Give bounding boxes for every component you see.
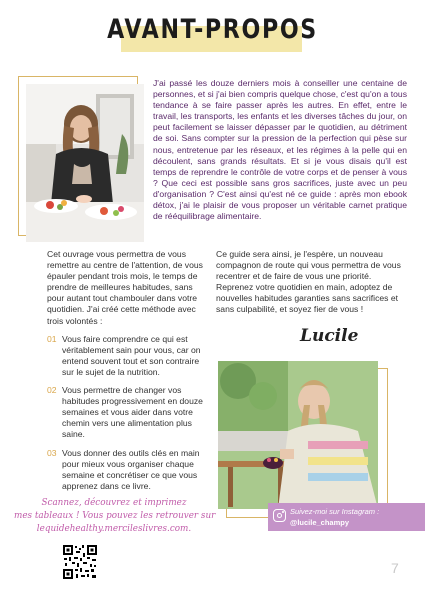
instagram-handle[interactable]: @lucile_champy bbox=[290, 518, 350, 527]
list-text: Vous faire comprendre ce qui est véritablement sain pour vous, car on entend souvent tout et son contraire sur le sujet de la nutrition. bbox=[62, 333, 201, 377]
qr-invitation-note bbox=[14, 497, 214, 536]
photo-woman-eating-image bbox=[218, 361, 378, 509]
right-column bbox=[216, 249, 403, 316]
instagram-caption: Suivez-moi sur Instagram : bbox=[290, 507, 380, 516]
photo-woman-cooking bbox=[26, 84, 144, 242]
instagram-banner[interactable] bbox=[268, 503, 425, 531]
list-item-03 bbox=[47, 448, 207, 492]
page-number: 7 bbox=[391, 560, 399, 576]
photo-woman-cooking-image bbox=[26, 84, 144, 242]
intro-paragraph: J'ai passé les douze derniers mois à conseiller une centaine de personnes, et si j'ai bien compris quelque chose, c'est qu'on a tous tendance à se faire passer après les autres. En effet, entre le travail, les transports, les enfants et les diverses tâches du jour, on peut facilement se laisser dépasser par le quotidien, au détriment de soi. Sans compter sur la pression de la perfection qui pèse sur nous, entretenue par les réseaux, et les régimes à la pelle qui en découlent, sans grands résultats. Et si je vous disais qu'il est temps de reprendre le contrôle de votre corps et de penser à vous ? Que ceci est possible sans gros sacrifices, juste avec un peu d'organisation ? C'est ainsi qu'est né ce guide : après mon ebook détox, j'ai le plaisir de vous proposer un véritable carnet pratique de rééquilibrage alimentaire. bbox=[153, 78, 407, 222]
instagram-icon bbox=[273, 509, 286, 522]
list-text: Vous donner des outils clés en main pour mieux vous organiser chaque semaine et concrétiser ce que vous apprenez dans ce livre. bbox=[62, 447, 200, 491]
list-number: 01 bbox=[47, 333, 57, 344]
list-number: 02 bbox=[47, 385, 57, 396]
photo-woman-eating bbox=[218, 361, 378, 509]
note-line-3[interactable]: lequidehealthy.mercileslivres.com. bbox=[36, 524, 192, 534]
left-column bbox=[47, 249, 207, 492]
right-paragraph-1: Ce guide sera ainsi, je l'espère, un nouveau compagnon de route qui vous permettra de vous recentrer et de faire de vous une priorité. bbox=[216, 249, 401, 282]
qr-code[interactable] bbox=[63, 545, 97, 579]
note-line-1: Scannez, découvrez et imprimez bbox=[41, 498, 187, 508]
list-number: 03 bbox=[47, 447, 57, 458]
right-paragraph-2: Reprenez votre quotidien en main, adoptez de nouvelles habitudes garanties sans sacrifices et sans culpabilité, et soyez fier de vous ! bbox=[216, 282, 399, 315]
list-item-01 bbox=[47, 334, 207, 378]
list-text: Vous permettre de changer vos habitudes progressivement en douze semaines et vous aider dans votre chemin vers une alimentation plus saine. bbox=[62, 385, 203, 440]
qr-code-image bbox=[63, 545, 97, 579]
note-line-2: mes tableaux ! Vous pouvez les retrouver sur bbox=[14, 511, 216, 521]
left-intro-text: Cet ouvrage vous permettra de vous remettre au centre de l'attention, de vous épauler pendant trois mois, le temps de prendre de meilleures habitudes, sans pour autant tout chambouler dans votre quotidien. J'ai créé cette méthode avec trois volontés : bbox=[47, 249, 203, 326]
page-title: AVANT-PROPOS bbox=[107, 14, 318, 45]
author-signature: Lucile bbox=[300, 326, 359, 346]
list-item-02 bbox=[47, 385, 207, 440]
